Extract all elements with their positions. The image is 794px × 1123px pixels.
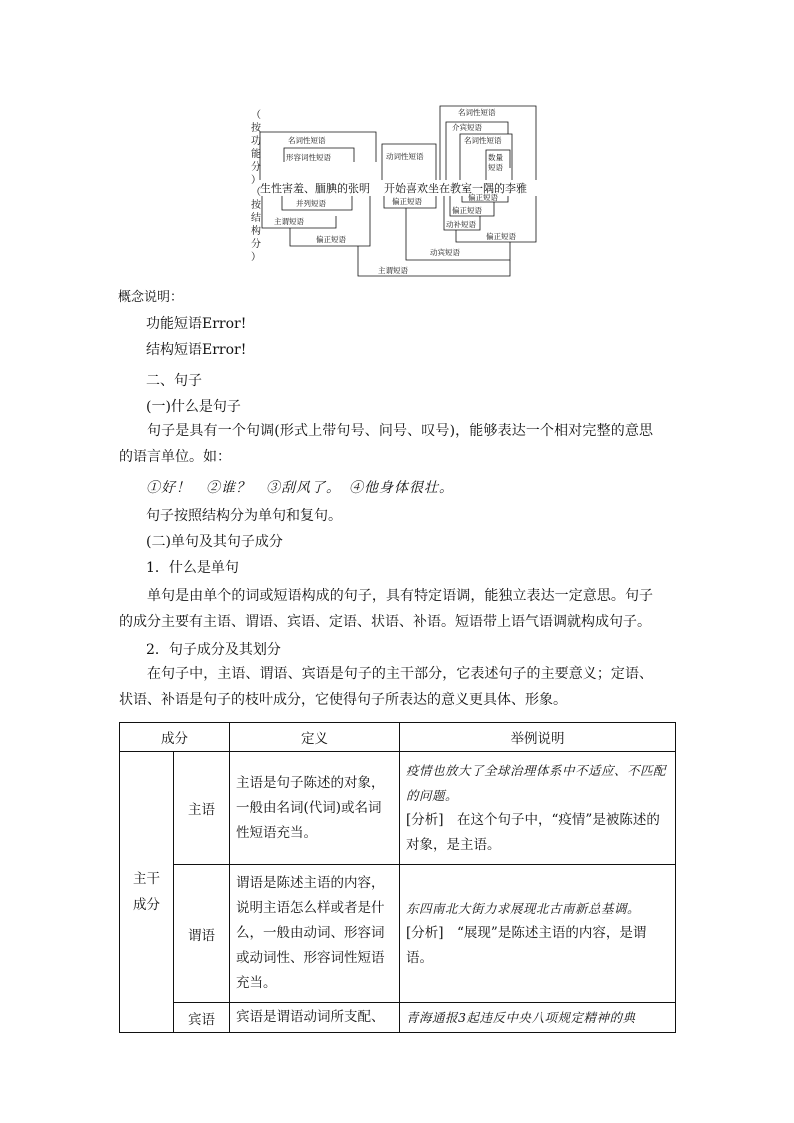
paragraph-sentence-types: 句子按照结构分为单句和复句。 xyxy=(146,508,342,524)
diagram-canvas xyxy=(246,100,546,280)
item-what-is-simple-sentence: 1．什么是单句 xyxy=(146,560,239,576)
label-mod-mid: 偏正短语 xyxy=(392,197,422,206)
label-sv-left: 主谓短语 xyxy=(274,217,304,226)
label-vp: 动词性短语 xyxy=(386,152,424,161)
example-analysis: [分析] “展现”是陈述主语的内容，是谓语。 xyxy=(406,925,647,966)
label-mod-r3: 偏正短语 xyxy=(486,232,516,241)
label-ap: 形容词性短语 xyxy=(286,153,331,162)
table-header-row xyxy=(120,723,676,752)
header-definition: 定义 xyxy=(230,723,400,752)
component-definition: 宾语是谓语动词所支配、 xyxy=(230,1003,400,1033)
sentence-examples: ①好！ ②谁？ ③刮风了。 ④他身体很壮。 xyxy=(146,480,454,496)
paragraph-simple-sentence: 单句是由单个的词或短语构成的句子，具有特定语调，能独立表达一定意思。句子的成分主要有主语、谓语、宾语、定语、状语、补语。短语带上语气语调就构成句子。 xyxy=(119,588,653,630)
example-sentence: 青海通报3起违反中央八项规定精神的典 xyxy=(406,1010,636,1025)
header-example: 举例说明 xyxy=(400,723,676,752)
label-coord: 并列短语 xyxy=(296,199,326,208)
paragraph-components: 在句子中，主语、谓语、宾语是句子的主干部分，它表述句子的主要意义；定语、状语、补语是句子的枝叶成分，它使得句子所表达的意义更具体、形象。 xyxy=(119,666,653,708)
example-sentence: 疫情也放大了全球治理体系中不适应、不匹配的问题。 xyxy=(406,763,667,803)
label-num-1: 数量 xyxy=(488,153,503,162)
label-sv-main: 主谓短语 xyxy=(378,266,408,275)
label-np-right: 名词性短语 xyxy=(458,108,496,117)
diagram-sentence-left: 生性害羞、腼腆的张明 xyxy=(260,182,370,195)
bracket-vp xyxy=(382,144,436,180)
component-name: 宾语 xyxy=(174,1003,230,1033)
group-main-components: 主干成分 xyxy=(120,752,174,1033)
component-name: 主语 xyxy=(174,752,230,865)
header-component: 成分 xyxy=(120,723,230,752)
component-example xyxy=(400,1003,676,1033)
paragraph-sentence-definition: 句子是具有一个句调(形式上带句号、问号、叹号)，能够表达一个相对完整的意思的语言单位。如： xyxy=(119,423,653,465)
example-sentence: 东四南北大街力求展现北古南新总基调。 xyxy=(406,901,641,916)
example-analysis: [分析] 在这个句子中，“疫情”是被陈述的对象，是主语。 xyxy=(406,812,660,853)
label-np-inner: 名词性短语 xyxy=(464,136,502,145)
diagram-sentence-right: 开始喜欢坐在教室一隅的李雅 xyxy=(384,182,527,195)
component-example xyxy=(400,865,676,1003)
table-row xyxy=(120,865,676,1003)
label-verb-comp: 动补短语 xyxy=(446,220,476,229)
section-title: 二、句子 xyxy=(146,373,202,389)
label-num-2: 短语 xyxy=(488,163,503,172)
table-row xyxy=(120,752,676,865)
component-example xyxy=(400,752,676,865)
concept-heading: 概念说明： xyxy=(118,290,184,305)
table-row xyxy=(120,1003,676,1033)
component-definition: 谓语是陈述主语的内容，说明主语怎么样或者是什么，一般由动词、形容词或动词性、形容词性短语充当。 xyxy=(230,865,400,1003)
concept-function-line: 功能短语Error! xyxy=(146,316,247,332)
side-function-caption: （按功能分） xyxy=(251,110,261,186)
components-table xyxy=(119,722,676,1033)
side-structure-caption: （按结构分） xyxy=(251,187,261,263)
phrase-structure-diagram xyxy=(246,100,546,280)
component-name: 谓语 xyxy=(174,865,230,1003)
label-mod-r2: 偏正短语 xyxy=(452,206,482,215)
label-mod-left: 偏正短语 xyxy=(316,235,346,244)
label-verb-obj: 动宾短语 xyxy=(430,248,460,257)
item-sentence-components: 2．句子成分及其划分 xyxy=(146,642,281,658)
label-mod-r1: 偏正短语 xyxy=(468,193,498,202)
subsection-simple-sentence: (二)单句及其句子成分 xyxy=(146,534,283,550)
label-prep: 介宾短语 xyxy=(452,123,482,132)
component-definition: 主语是句子陈述的对象，一般由名词(代词)或名词性短语充当。 xyxy=(230,752,400,865)
subsection-what-is-sentence: (一)什么是句子 xyxy=(146,399,241,415)
concept-structure-line: 结构短语Error! xyxy=(146,342,247,358)
label-np-left: 名词性短语 xyxy=(288,136,326,145)
